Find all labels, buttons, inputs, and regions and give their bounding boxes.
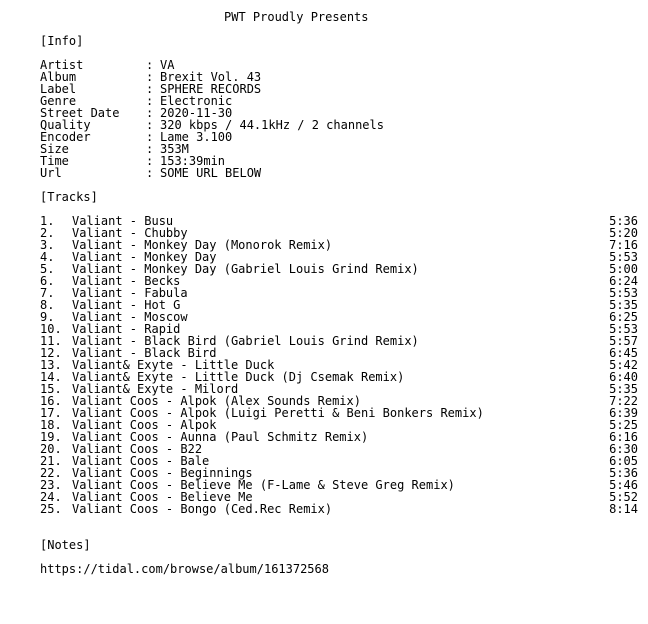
track-duration: 5:57 — [609, 334, 638, 348]
track-number: 3. — [40, 238, 55, 252]
track-duration: 5:46 — [609, 478, 638, 492]
track-number: 4. — [40, 250, 55, 264]
track-number: 6. — [40, 274, 55, 288]
track-duration: 5:36 — [609, 466, 638, 480]
info-separator: : — [146, 70, 154, 84]
track-duration: 5:42 — [609, 358, 638, 372]
info-key: Album — [40, 70, 77, 84]
info-key: Genre — [40, 94, 77, 108]
track-number: 11. — [40, 334, 62, 348]
track-number: 16. — [40, 394, 62, 408]
info-key: Encoder — [40, 130, 91, 144]
track-number: 12. — [40, 346, 62, 360]
track-number: 2. — [40, 226, 55, 240]
info-separator: : — [146, 118, 154, 132]
track-number: 8. — [40, 298, 55, 312]
info-separator: : — [146, 94, 154, 108]
track-number: 24. — [40, 490, 62, 504]
track-title: Valiant Coos - Aunna (Paul Schmitz Remix) — [72, 430, 369, 444]
track-title: Valiant& Exyte - Little Duck (Dj Csemak Remix) — [72, 370, 405, 384]
info-separator: : — [146, 106, 154, 120]
track-duration: 5:20 — [609, 226, 638, 240]
track-title: Valiant - Fabula — [72, 286, 188, 300]
track-duration: 7:16 — [609, 238, 638, 252]
track-duration: 5:25 — [609, 418, 638, 432]
track-title: Valiant - Monkey Day (Monorok Remix) — [72, 238, 333, 252]
track-number: 1. — [40, 214, 55, 228]
track-title: Valiant Coos - Alpok (Alex Sounds Remix) — [72, 394, 361, 408]
track-duration: 6:25 — [609, 310, 638, 324]
track-number: 10. — [40, 322, 62, 336]
track-duration: 6:05 — [609, 454, 638, 468]
track-title: Valiant Coos - Bale — [72, 454, 210, 468]
info-separator: : — [146, 58, 154, 72]
info-value: 2020-11-30 — [160, 106, 233, 120]
track-duration: 5:36 — [609, 214, 638, 228]
notes-url: https://tidal.com/browse/album/161372568 — [40, 562, 329, 576]
track-duration: 6:16 — [609, 430, 638, 444]
track-title: Valiant - Rapid — [72, 322, 181, 336]
track-duration: 6:24 — [609, 274, 638, 288]
track-number: 18. — [40, 418, 62, 432]
track-number: 23. — [40, 478, 62, 492]
track-title: Valiant - Monkey Day — [72, 250, 217, 264]
track-number: 5. — [40, 262, 55, 276]
track-title: Valiant - Hot G — [72, 298, 181, 312]
track-title: Valiant Coos - Alpok (Luigi Peretti & Beni Bonkers Remix) — [72, 406, 484, 420]
track-row — [40, 503, 640, 515]
info-separator: : — [146, 154, 154, 168]
info-separator: : — [146, 142, 154, 156]
info-key: Size — [40, 142, 69, 156]
info-value: SOME URL BELOW — [160, 166, 262, 180]
track-number: 7. — [40, 286, 55, 300]
track-title: Valiant - Black Bird (Gabriel Louis Grind Remix) — [72, 334, 419, 348]
track-number: 21. — [40, 454, 62, 468]
track-duration: 6:39 — [609, 406, 638, 420]
track-number: 9. — [40, 310, 55, 324]
track-duration: 5:53 — [609, 286, 638, 300]
tracks-heading: [Tracks] — [40, 190, 98, 204]
info-key: Street Date — [40, 106, 120, 120]
info-separator: : — [146, 130, 154, 144]
track-title: Valiant - Black Bird — [72, 346, 217, 360]
track-number: 22. — [40, 466, 62, 480]
track-number: 19. — [40, 430, 62, 444]
info-separator: : — [146, 82, 154, 96]
release-header: PWT Proudly Presents — [224, 10, 369, 24]
track-title: Valiant - Chubby — [72, 226, 188, 240]
track-number: 14. — [40, 370, 62, 384]
track-title: Valiant - Moscow — [72, 310, 188, 324]
track-number: 17. — [40, 406, 62, 420]
track-title: Valiant& Exyte - Little Duck — [72, 358, 275, 372]
track-number: 15. — [40, 382, 62, 396]
track-number: 20. — [40, 442, 62, 456]
track-duration: 8:14 — [609, 502, 638, 516]
track-duration: 5:53 — [609, 322, 638, 336]
info-key: Label — [40, 82, 77, 96]
info-key: Url — [40, 166, 62, 180]
info-key: Quality — [40, 118, 91, 132]
track-title: Valiant Coos - Bongo (Ced.Rec Remix) — [72, 502, 333, 516]
track-title: Valiant Coos - B22 — [72, 442, 203, 456]
track-number: 25. — [40, 502, 62, 516]
track-title: Valiant Coos - Believe Me — [72, 490, 253, 504]
track-title: Valiant& Exyte - Milord — [72, 382, 239, 396]
info-key: Artist — [40, 58, 84, 72]
info-heading: [Info] — [40, 34, 84, 48]
track-title: Valiant Coos - Believe Me (F-Lame & Steve Greg Remix) — [72, 478, 455, 492]
info-value: VA — [160, 58, 175, 72]
track-duration: 6:45 — [609, 346, 638, 360]
info-value: SPHERE RECORDS — [160, 82, 262, 96]
track-duration: 5:53 — [609, 250, 638, 264]
track-title: Valiant Coos - Beginnings — [72, 466, 253, 480]
track-number: 13. — [40, 358, 62, 372]
track-title: Valiant - Becks — [72, 274, 181, 288]
track-duration: 6:40 — [609, 370, 638, 384]
info-key: Time — [40, 154, 69, 168]
info-value: Brexit Vol. 43 — [160, 70, 262, 84]
info-separator: : — [146, 166, 154, 180]
track-title: Valiant Coos - Alpok — [72, 418, 217, 432]
info-value: Electronic — [160, 94, 233, 108]
track-duration: 7:22 — [609, 394, 638, 408]
track-title: Valiant - Monkey Day (Gabriel Louis Grind Remix) — [72, 262, 419, 276]
track-duration: 5:35 — [609, 298, 638, 312]
notes-heading: [Notes] — [40, 538, 91, 552]
info-value: 320 kbps / 44.1kHz / 2 channels — [160, 118, 384, 132]
info-value: Lame 3.100 — [160, 130, 233, 144]
info-value: 353M — [160, 142, 189, 156]
track-duration: 5:52 — [609, 490, 638, 504]
info-value: 153:39min — [160, 154, 226, 168]
track-title: Valiant - Busu — [72, 214, 174, 228]
track-duration: 5:00 — [609, 262, 638, 276]
track-duration: 5:35 — [609, 382, 638, 396]
track-duration: 6:30 — [609, 442, 638, 456]
